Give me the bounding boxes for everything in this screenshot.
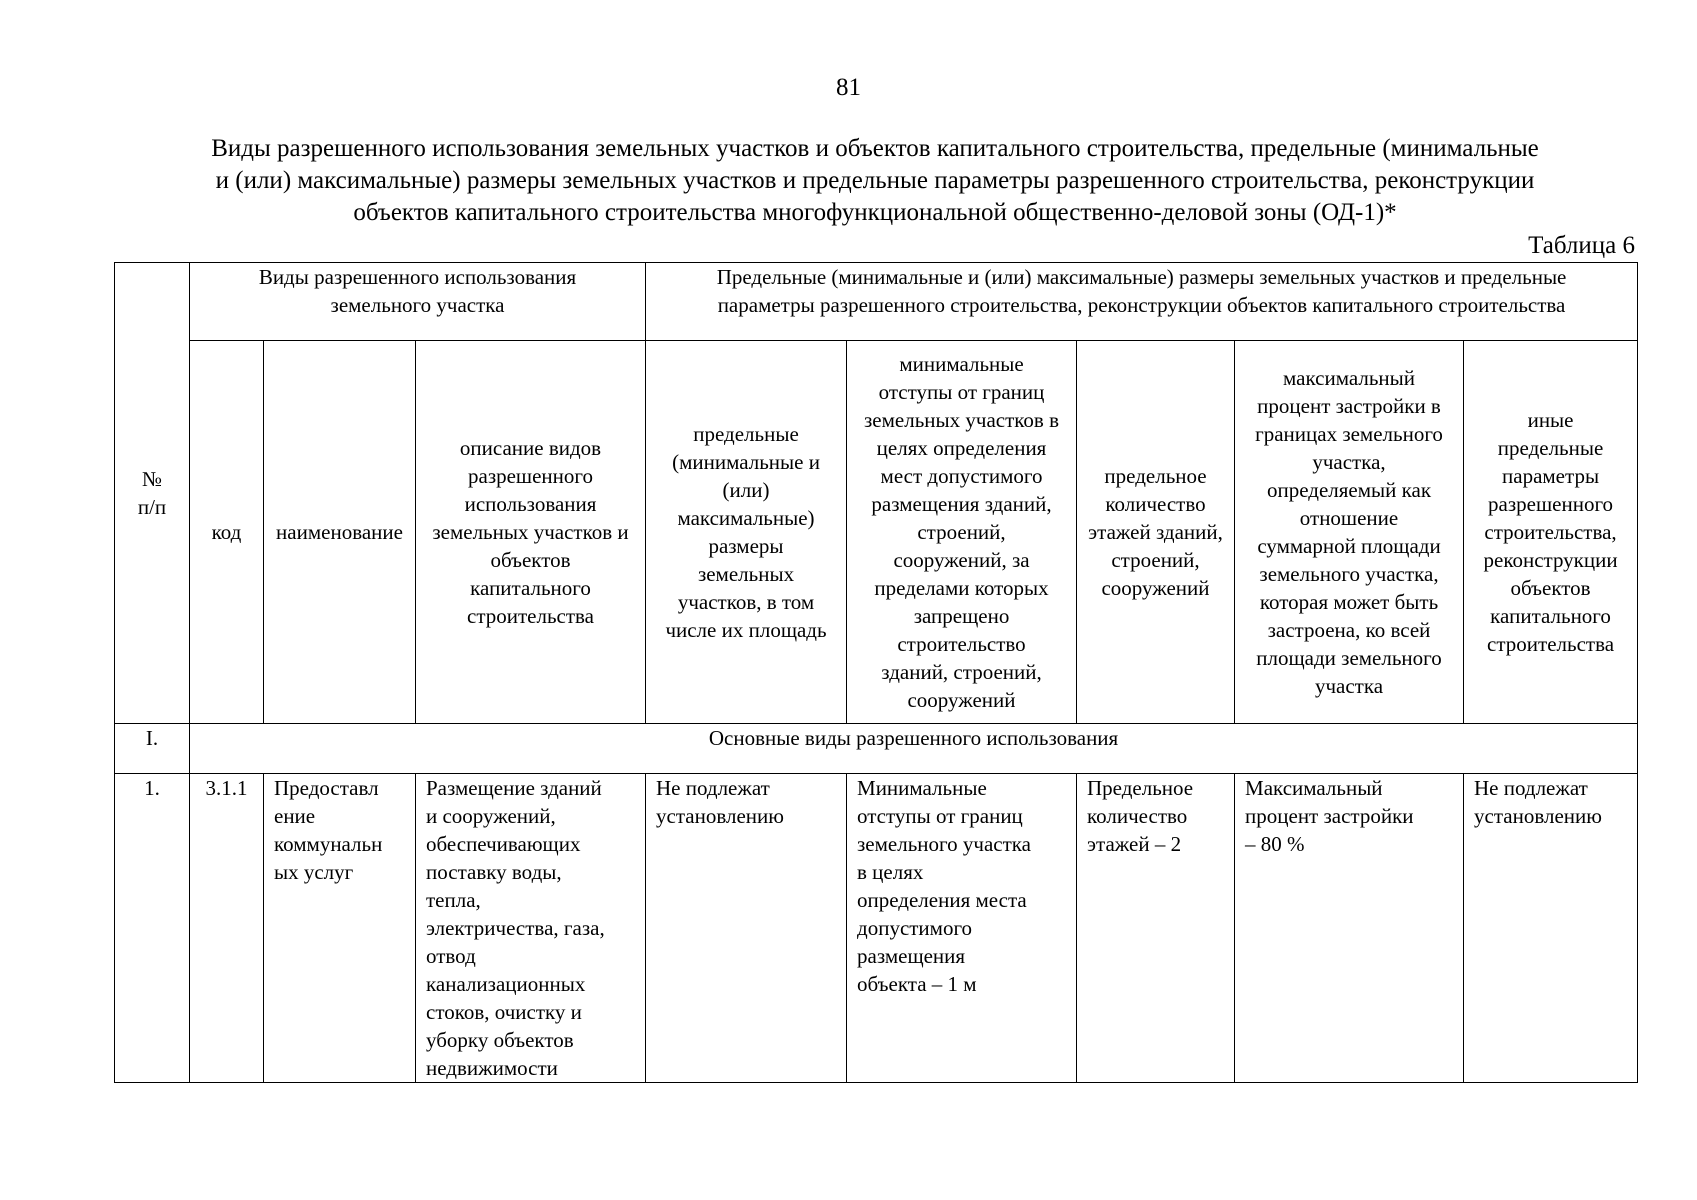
section-title: Основные виды разрешенного использования [190,724,1638,774]
header-name: наименование [264,341,416,724]
header-floors: предельное количество этажей зданий, строений, сооружений [1077,341,1235,724]
row-other: Не подлежат установлению [1464,774,1638,1083]
title-line-1: Виды разрешенного использования земельных участков и объектов капитального строительства, предельные (минимальные [211,135,1539,162]
title-line-2: и (или) максимальные) размеры земельных участков и предельные параметры разрешенного строительства, реконструкции [215,167,1535,194]
title-line-3: объектов капитального строительства многофункциональной общественно-деловой зоны (ОД-1)* [353,199,1397,226]
row-coverage: Максимальный процент застройки – 80 % [1235,774,1464,1083]
document-title [105,133,1645,229]
header-group-use: Виды разрешенного использования земельного участка [190,263,646,341]
header-sizes: предельные (минимальные и (или) максимальные) размеры земельных участков, в том числе их площадь [646,341,847,724]
header-setbacks: минимальные отступы от границ земельных участков в целях определения мест допустимого размещения зданий, строений, сооружений, за пределами которых запрещено строительство зданий, строений, сооружений [847,341,1077,724]
table-row [115,774,1638,1083]
header-row-groups [115,263,1638,341]
header-code: код [190,341,264,724]
row-description: Размещение зданий и сооружений, обеспечивающих поставку воды, тепла, электричества, газа, отвод канализационных стоков, очистку и уборку объектов недвижимости [416,774,646,1083]
row-code: 3.1.1 [190,774,264,1083]
row-name: Предоставл ение коммунальн ых услуг [264,774,416,1083]
row-sizes: Не подлежат установлению [646,774,847,1083]
header-other: иные предельные параметры разрешенного строительства, реконструкции объектов капитального строительства [1464,341,1638,724]
row-num: 1. [115,774,190,1083]
row-floors: Предельное количество этажей – 2 [1077,774,1235,1083]
header-num: № п/п [115,263,190,724]
section-num: I. [115,724,190,774]
row-setbacks: Минимальные отступы от границ земельного участка в целях определения места допустимого размещения объекта – 1 м [847,774,1077,1083]
zoning-table [114,262,1638,1083]
header-group-params: Предельные (минимальные и (или) максимальные) размеры земельных участков и предельные параметры разрешенного строительства, реконструкции объектов капитального строительства [646,263,1638,341]
section-row [115,724,1638,774]
header-description: описание видов разрешенного использования земельных участков и объектов капитального строительства [416,341,646,724]
header-row-columns [115,341,1638,724]
page-number: 81 [836,74,861,101]
table-label: Таблица 6 [1528,232,1635,259]
header-coverage: максимальный процент застройки в границах земельного участка, определяемый как отношение суммарной площади земельного участка, которая может быть застроена, ко всей площади земельного участка [1235,341,1464,724]
